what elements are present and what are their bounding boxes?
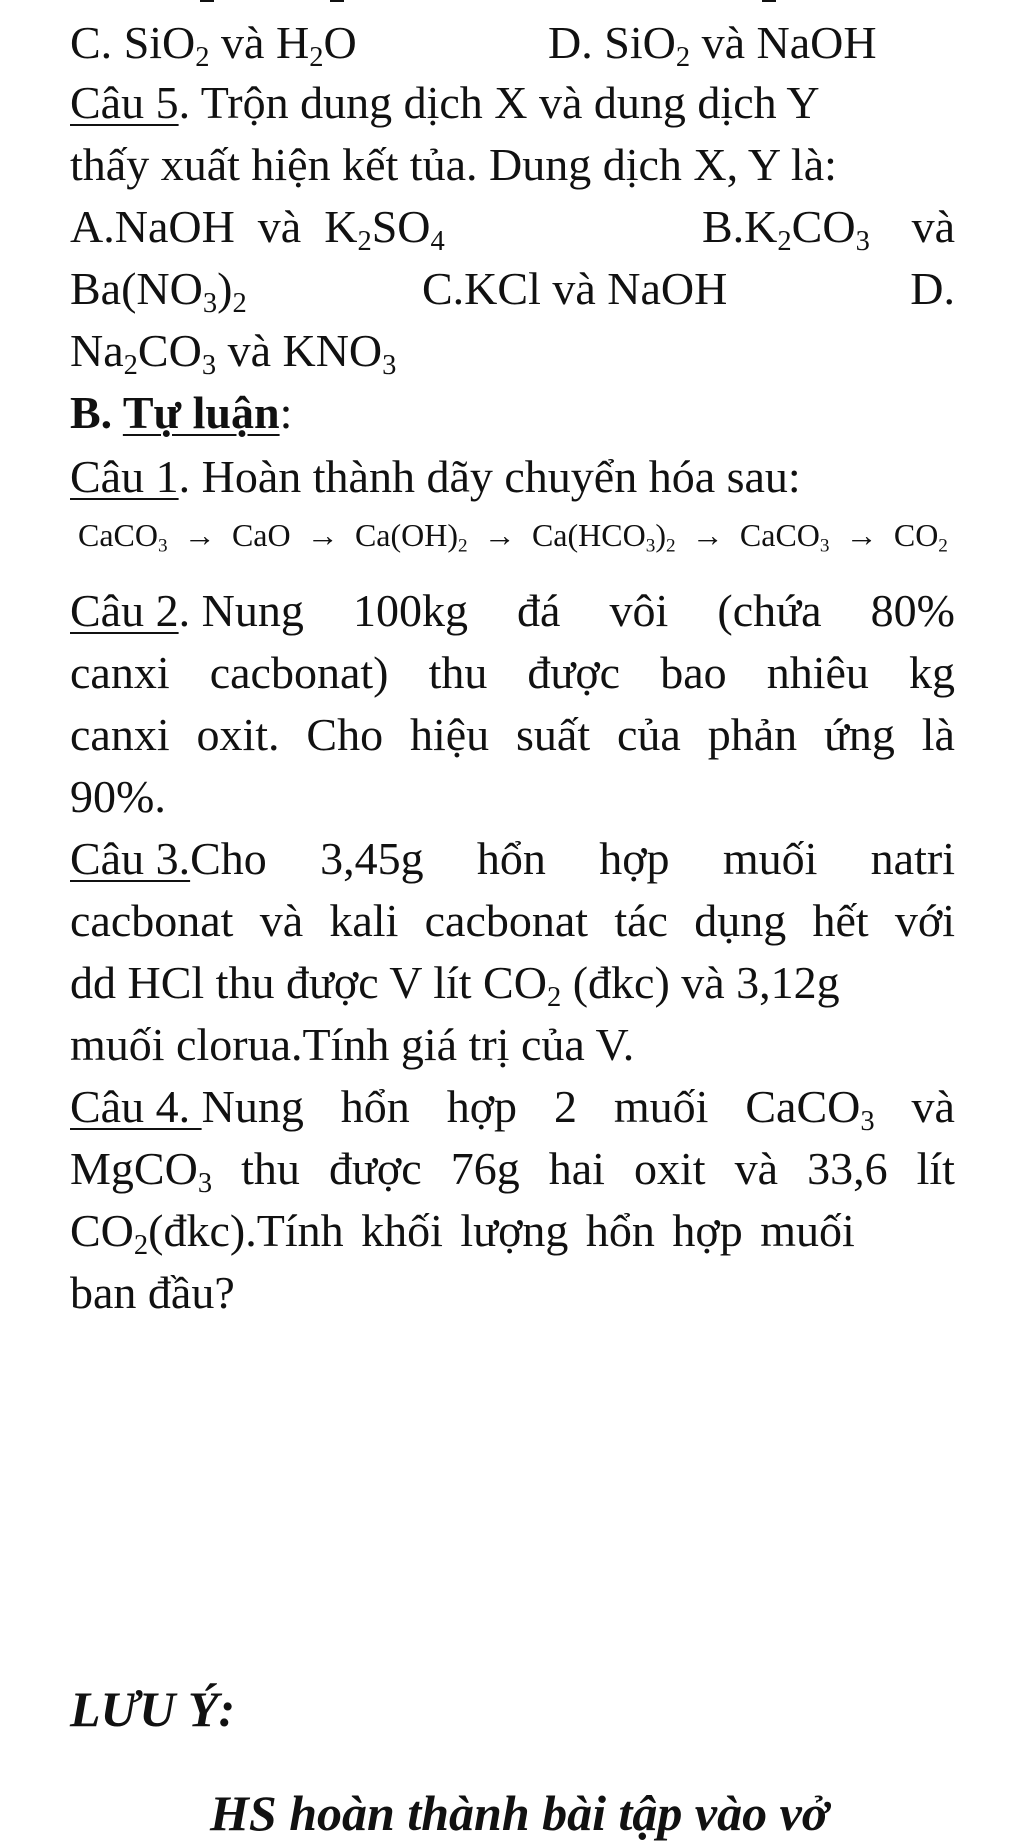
chain-arrow: →	[306, 517, 339, 553]
chain-arrow: →	[845, 517, 878, 553]
q3-line-4: muối clorua.Tính giá trị của V.	[70, 1019, 635, 1070]
q2-label: Câu 2	[70, 585, 179, 636]
q4-line-4: ban đầu?	[70, 1267, 235, 1318]
q2-line-3: canxi oxit. Cho hiệu suất của phản ứng là	[70, 709, 955, 760]
q3-line-1: Câu 3.Cho 3,45g hổn hợp muối natri	[70, 833, 955, 884]
q3-label: Câu 3.	[70, 833, 191, 884]
chain-caco3: CaCO$_3$	[78, 517, 168, 557]
q5-options-bcd	[70, 258, 955, 320]
chain-cao: CaO	[231, 517, 291, 553]
q5-option-d-label: D.	[910, 263, 955, 314]
q5-line-1: Câu 5. Trộn dung dịch X và dung dịch Y	[70, 77, 820, 128]
q3-line-3: dd HCl thu được V lít $CO_2$ (đkc) và 3,12g	[70, 957, 840, 1013]
chain-arrow: →	[691, 517, 724, 553]
q5-option-d: $Na_2CO_3$ và $KNO_3$	[70, 325, 397, 381]
q4-line-3: $CO_2(đkc).Tính$ khối lượng hổn hợp muối	[70, 1205, 855, 1261]
q4-line-2: MgCO$_3$ thu được 76g hai oxit và 33,6 lít	[70, 1143, 955, 1199]
chain-arrow: →	[183, 517, 216, 553]
q4-options-cd	[70, 12, 955, 74]
chain-co2: $CO_2$	[893, 517, 948, 557]
option-c: C. SiO$_2$ và $H_2O$	[70, 17, 357, 73]
note-text: HS hoàn thành bài tập vào vở	[210, 1785, 829, 1841]
cut-off-line-fragments	[0, 0, 1024, 4]
chain-arrow: →	[483, 517, 516, 553]
q4-label: Câu 4.	[70, 1081, 202, 1132]
q5-label: Câu 5	[70, 77, 179, 128]
q2-line-2: canxi cacbonat) thu được bao nhiêu kg	[70, 647, 955, 698]
conversion-chain	[78, 512, 948, 558]
q5-option-b-cont: $Ba(NO_3)_2$	[70, 263, 247, 319]
option-d: D. SiO$_2$ và NaOH	[548, 17, 877, 73]
q5-option-a: A.NaOH và $K_2SO_4$	[70, 201, 445, 257]
q2-line-4: 90%.	[70, 771, 166, 822]
chain-cahco32: $Ca(HCO_3)_2$	[531, 517, 676, 557]
note-title: LƯU Ý:	[70, 1681, 236, 1737]
q2-line-1: Câu 2. Nung 100kg đá vôi (chứa 80%	[70, 585, 955, 636]
q5-options-ab: A.NaOH và $K_2SO_4$ $B.K_2CO_3$ và	[70, 196, 955, 258]
q1-label: Câu 1	[70, 451, 179, 502]
section-b-heading: B. Tự luận:	[70, 387, 293, 438]
chain-caoh2: $Ca(OH)_2$	[354, 517, 468, 557]
chain-caco3-2: CaCO$_3$	[739, 517, 830, 557]
q5-option-c: C.KCl và NaOH	[422, 263, 728, 314]
q5-option-b: $B.K_2CO_3$	[702, 201, 870, 257]
q4-line-1: Câu 4. Nung hổn hợp 2 muối CaCO$_3$ và	[70, 1081, 955, 1137]
q3-line-2: cacbonat và kali cacbonat tác dụng hết với	[70, 895, 955, 946]
q1-line: Câu 1. Hoàn thành dãy chuyển hóa sau:	[70, 451, 801, 502]
q5-line-2: thấy xuất hiện kết tủa. Dung dịch X, Y là:	[70, 139, 837, 190]
